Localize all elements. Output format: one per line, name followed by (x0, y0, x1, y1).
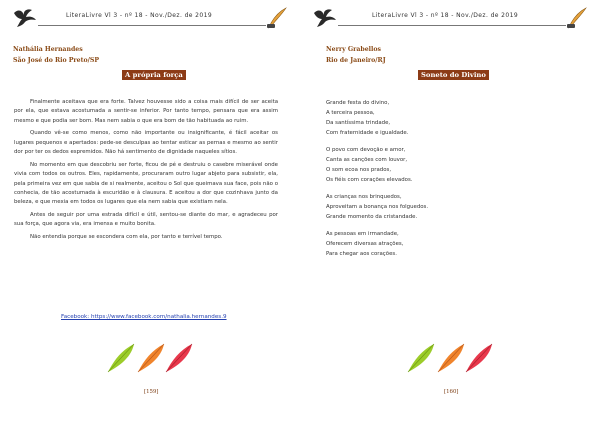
quill-pen-icon (566, 7, 588, 29)
poem-line: Para chegar aos corações. (326, 251, 397, 257)
poem-line: Grande festa do divino, (326, 100, 390, 106)
stanza (326, 229, 428, 259)
poem-line: Os fiéis com corações elevados. (326, 177, 413, 183)
poem-line: Da santíssima trindade, (326, 120, 391, 126)
page-header (310, 6, 590, 32)
poem-line: A terceira pessoa, (326, 110, 375, 116)
bird-ornament-icon (12, 7, 38, 29)
story-title: A própria força (122, 70, 186, 80)
bird-ornament-icon (312, 7, 338, 29)
header-text: LiteraLivre Vl 3 - nº 18 - Nov./Dez. de 2019 (372, 12, 519, 19)
poem-line: As pessoas em irmandade, (326, 231, 399, 237)
paragraph: No momento em que descobriu ser forte, ficou de pé e destruiu o casebre miserável onde vivia com todos os outros. Eles, rapidamente, procuraram outro lugar abjeto para subsistir, ela, pela primeira vez em que sabia de si realmente, aceitou o Sol que queimava sua face, pois não o conhecia, de tão acostumada à escuridão e à clausura. E aceitou a dor que cozinhava junto da beleza, e que mexia em todos os lugares que ela nem sabia que existiam nela. (14, 161, 278, 206)
author-block (326, 45, 386, 66)
page-header (10, 6, 290, 32)
author-name: Nathália Hernandes (13, 46, 83, 53)
stanza (326, 98, 428, 138)
paragraph: Antes de seguir por uma estrada difícil e útil, sentou-se diante do mar, e agradeceu por sua força, que agora via, era imensa e muito bonita. (14, 212, 278, 228)
colored-feathers-icon (104, 340, 194, 374)
poem-line: Oferecem diversas atrações, (326, 241, 404, 247)
author-name: Nerry Grabellos (326, 46, 381, 53)
poem-line: As crianças nos brinquedos, (326, 194, 402, 200)
facebook-link[interactable]: Facebook: https://www.facebook.com/nathalia.hernandes.9 (61, 314, 227, 320)
paragraph: Não entendia porque se escondera com ela, por tanto e terrível tempo. (30, 234, 223, 241)
poem-body (326, 98, 428, 266)
poem-line: Com fraternidade e igualdade. (326, 130, 409, 136)
header-rule (38, 25, 266, 26)
story-body (14, 98, 278, 246)
paragraph: Quando vê-se como menos, como não importante ou insignificante, é fácil aceitar os lugares pequenos e apertados: pede-se desculpas ao tentar esticar as pernas e mesmo ao sentir dor por ter os dedos espremidos. Não há sentimento de dignidade naqueles sítios. (14, 130, 278, 156)
author-place: Rio de Janeiro/RJ (326, 56, 386, 64)
poem-line: Canta as canções com louvor, (326, 157, 408, 163)
poem-line: O povo com devoção e amor, (326, 147, 406, 153)
author-block (13, 45, 99, 66)
header-text: LiteraLivre Vl 3 - nº 18 - Nov./Dez. de 2019 (66, 12, 213, 19)
quill-pen-icon (266, 7, 288, 29)
page-number: [159] (144, 389, 159, 395)
poem-line: Grande momento da cristandade. (326, 214, 418, 220)
paragraph: Finalmente aceitava que era forte. Talvez houvesse sido a coisa mais difícil de ser aceita por ela, que estava acostumada a sentir-se inferior. Por tanto tempo, pensara que era assim mesmo e que podia ser bom. Mas nem sabia o que era bom de tão habituada ao ruim. (14, 99, 278, 124)
colored-feathers-icon (404, 340, 494, 374)
author-place: São José do Rio Preto/SP (13, 56, 99, 64)
poem-line: Aproveitam a bonança nos folguedos. (326, 204, 429, 210)
stanza (326, 192, 428, 222)
poem-line: O som ecoa nos prados, (326, 167, 392, 173)
header-rule (338, 25, 566, 26)
page-number: [160] (444, 389, 459, 395)
stanza (326, 145, 428, 185)
poem-title: Soneto do Divino (418, 70, 489, 80)
